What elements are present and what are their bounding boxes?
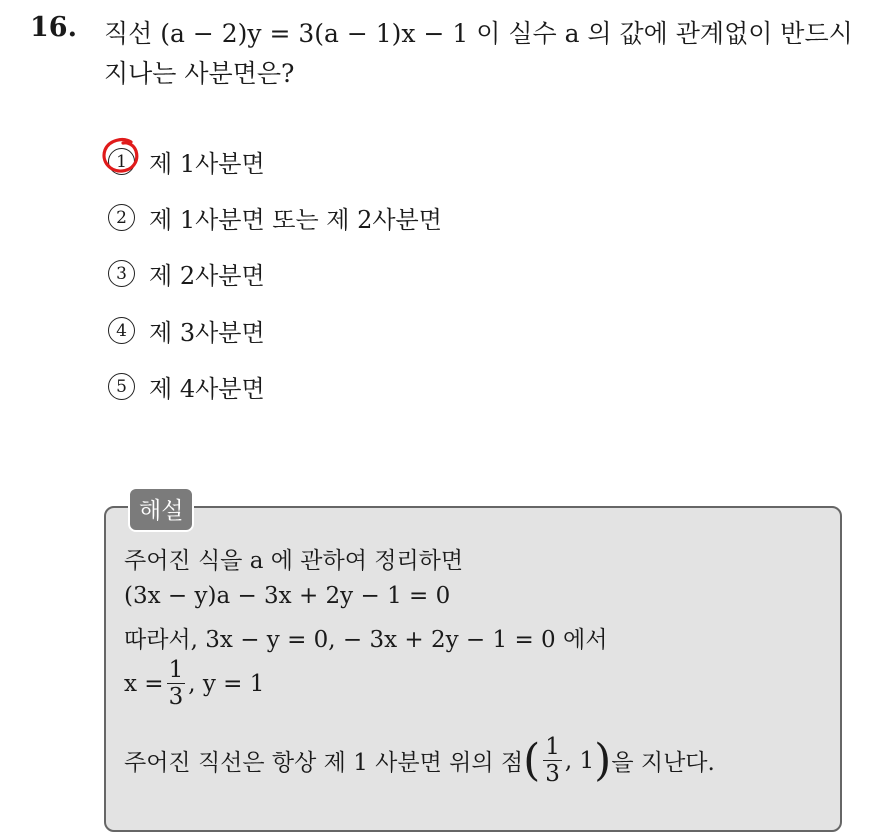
choice-label: 제 1사분면 또는 제 2사분면 bbox=[149, 206, 442, 234]
choice-label: 제 4사분면 bbox=[149, 375, 265, 403]
solution-line2: (3x − y)a − 3x + 2y − 1 = 0 bbox=[124, 583, 451, 609]
choice-label: 제 2사분면 bbox=[149, 262, 265, 290]
solution-line3: 따라서, 3x − y = 0, − 3x + 2y − 1 = 0 에서 bbox=[124, 627, 608, 653]
choice-number: 4 bbox=[108, 317, 135, 344]
point-y: , 1 bbox=[564, 747, 595, 774]
choice-5[interactable] bbox=[108, 369, 265, 404]
choice-number: 3 bbox=[108, 260, 135, 287]
solution-line4 bbox=[124, 657, 264, 711]
question-text-line1: 직선 (a − 2)y = 3(a − 1)x − 1 이 실수 a 의 값에 관계없이 반드시 bbox=[104, 19, 853, 48]
equation-lhs: x = bbox=[124, 670, 164, 697]
question-text-line2: 지나는 사분면은? bbox=[104, 59, 295, 88]
solution-tag: 해설 bbox=[128, 487, 194, 532]
choice-4[interactable] bbox=[108, 313, 265, 348]
choice-number: 1 bbox=[108, 148, 135, 175]
choice-label: 제 3사분면 bbox=[149, 319, 265, 347]
answer-circle-mark-icon bbox=[101, 137, 141, 175]
solution-line1: 주어진 식을 a 에 관하여 정리하면 bbox=[124, 548, 464, 574]
choice-number: 5 bbox=[108, 373, 135, 400]
conclusion-text: 주어진 직선은 항상 제 1 사분면 위의 점 bbox=[124, 750, 524, 777]
fraction bbox=[167, 657, 186, 711]
equation-rhs: , y = 1 bbox=[188, 670, 265, 697]
conclusion-end: 을 지난다. bbox=[611, 750, 715, 777]
fraction-denominator: 3 bbox=[168, 684, 184, 711]
choice-label: 제 1사분면 bbox=[149, 150, 265, 178]
left-paren: ( bbox=[523, 735, 541, 787]
choice-2[interactable] bbox=[108, 200, 442, 235]
fraction-numerator: 1 bbox=[168, 657, 184, 683]
fraction-denominator: 3 bbox=[545, 761, 560, 788]
solution-line5 bbox=[124, 734, 715, 788]
choice-number: 2 bbox=[108, 204, 135, 231]
fraction-numerator: 1 bbox=[545, 734, 560, 760]
fraction bbox=[543, 734, 562, 788]
question-number: 16. bbox=[30, 12, 77, 43]
choice-3[interactable] bbox=[108, 256, 265, 291]
right-paren: ) bbox=[594, 735, 612, 787]
